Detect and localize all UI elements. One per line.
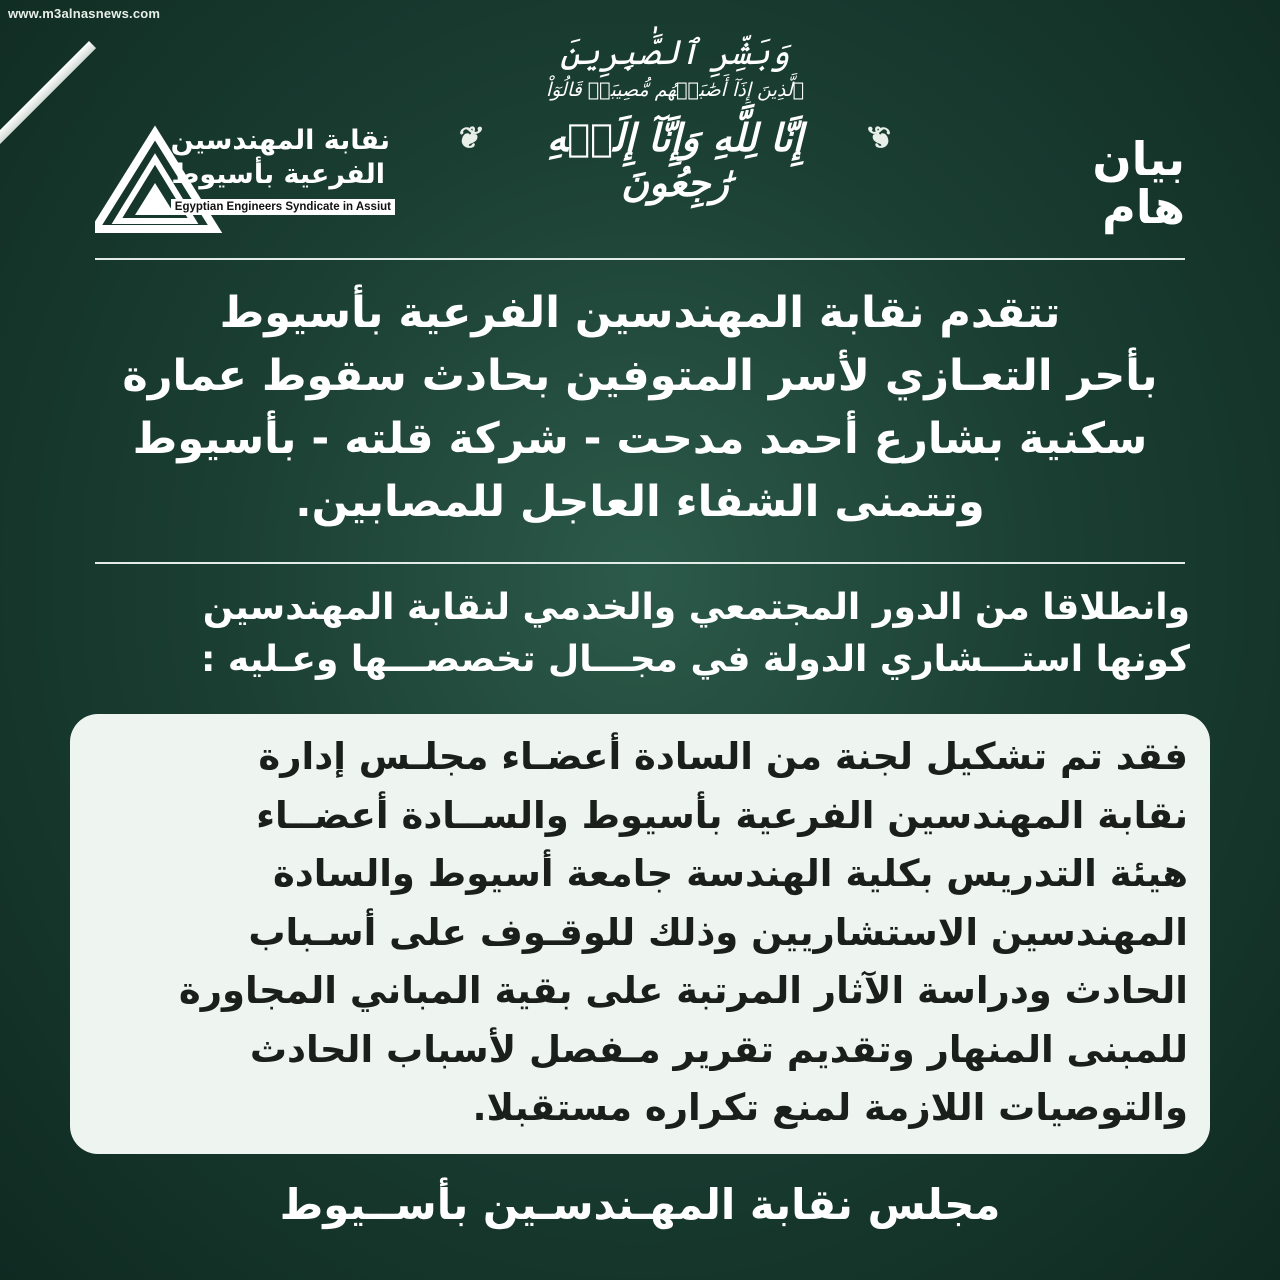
syndicate-logo (95, 125, 395, 235)
statement-line: هيئة التدريس بكلية الهندسة جامعة أسيوط والسادة (272, 852, 1188, 895)
mourning-ribbon (0, 41, 96, 147)
divider-top (95, 258, 1185, 260)
logo-arabic-line1: نقابة المهندسين (170, 125, 390, 156)
statement-box (70, 714, 1210, 1154)
verse-line-2: ٱلَّذِينَ إِذَآ أَصَٰبَتۡهُم مُّصِيبَةٞ قَالُوٓاْ (545, 79, 805, 101)
verse-line-1: وَبَشِّرِ ٱلصَّٰبِرِينَ (560, 33, 790, 73)
signature: مجلس نقابة المهـندسـين بأســيوط (279, 1180, 1001, 1229)
statement-line: للمبنى المنهار وتقديم تقرير مـفصل لأسباب الحادث (249, 1027, 1188, 1071)
statement-line: فقد تم تشكيل لجنة من السادة أعضـاء مجلـس إدارة (258, 735, 1188, 778)
condolence-line: تتقدم نقابة المهندسين الفرعية بأسيوط (219, 288, 1061, 338)
title-line-2: هام (1102, 180, 1185, 234)
logo-english-name: Egyptian Engineers Syndicate in Assiut (171, 199, 395, 215)
intro-paragraph (80, 582, 1190, 686)
statement-text (90, 728, 1188, 1138)
condolence-paragraph (80, 282, 1200, 534)
statement-line: نقابة المهندسين الفرعية بأسيوط والســادة أعضــاء (256, 793, 1188, 837)
condolence-line: وتتمنى الشفاء العاجل للمصابين. (295, 477, 985, 527)
condolence-line: سكنية بشارع أحمد مدحت - شركة قلته - بأسيوط (132, 414, 1148, 464)
quran-verse (455, 28, 895, 243)
page-title (1045, 132, 1185, 234)
watermark-url: www.m3alnasnews.com (8, 6, 161, 21)
title-line-1: بيان (1092, 132, 1185, 186)
statement-line: المهندسين الاستشاريين وذلك للوقـوف على أسـباب (248, 910, 1188, 954)
logo-arabic-line2: الفرعية بأسيوط (171, 159, 385, 190)
condolence-line: بأحر التعـازي لأسر المتوفين بحادث سقوط عمارة (122, 351, 1158, 401)
verse-line-3: ❦ إِنَّا لِلَّهِ وَإِنَّآ إِلَيۡهِ رَٰجِعُونَ ❦ (455, 115, 895, 205)
statement-line: الحادث ودراسة الآثار المرتبة على بقية المباني المجاورة (178, 969, 1188, 1012)
statement-line: والتوصيات اللازمة لمنع تكراره مستقبلا. (472, 1086, 1188, 1129)
intro-line: كونها استـــشاري الدولة في مجـــال تخصصـــها وعـليه : (200, 639, 1190, 680)
divider-middle (95, 562, 1185, 564)
intro-line: وانطلاقا من الدور المجتمعي والخدمي لنقابة المهندسين (202, 587, 1190, 628)
